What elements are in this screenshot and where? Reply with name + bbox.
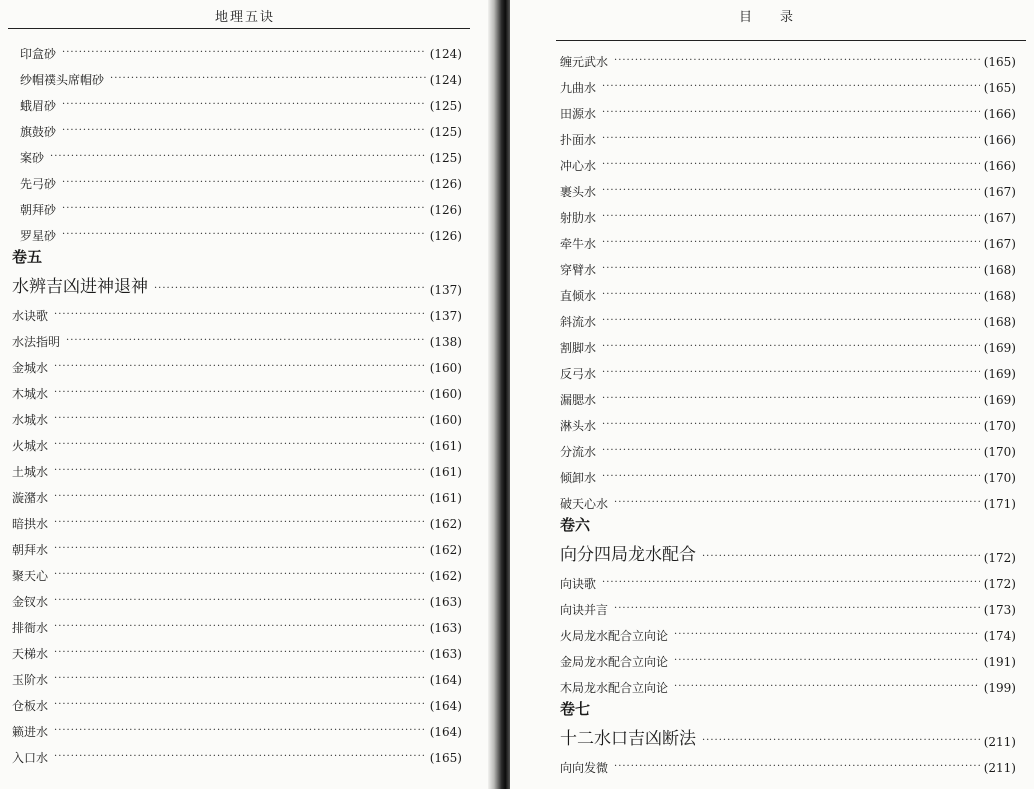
- leader-dots: [62, 46, 426, 60]
- chapter-title: 向分四局龙水配合: [560, 545, 696, 565]
- toc-entry: [560, 304, 1016, 330]
- toc-entry: [560, 670, 1016, 696]
- entry-title: 水法指明: [12, 335, 61, 349]
- leader-dots: [54, 568, 426, 582]
- entry-title: 分流水: [560, 445, 597, 459]
- leader-dots: [674, 680, 980, 694]
- toc-entry: [12, 636, 462, 662]
- toc-entry: [560, 226, 1016, 252]
- toc-entry: [12, 662, 462, 688]
- entry-title: 倾卸水: [560, 471, 597, 485]
- leader-dots: [602, 470, 980, 484]
- leader-dots: [602, 576, 980, 590]
- leader-dots: [54, 750, 426, 764]
- entry-page-number: (161): [429, 491, 462, 505]
- leader-dots: [54, 594, 426, 608]
- entry-page-number: (169): [983, 393, 1016, 407]
- leader-dots: [54, 724, 426, 738]
- entry-page-number: (171): [983, 497, 1016, 511]
- entry-page-number: (174): [983, 629, 1016, 643]
- right-toc: [560, 44, 1016, 776]
- toc-group: [20, 36, 462, 244]
- toc-entry: [12, 532, 462, 558]
- chapter-entry: [12, 270, 462, 298]
- entry-title: 淋头水: [560, 419, 597, 433]
- entry-title: 火局龙水配合立向论: [560, 629, 669, 643]
- entry-title: 木城水: [12, 387, 49, 401]
- leader-dots: [54, 464, 426, 478]
- toc-entry: [20, 88, 462, 114]
- entry-page-number: (165): [429, 751, 462, 765]
- entry-page-number: (162): [429, 517, 462, 531]
- entry-title: 扑面水: [560, 133, 597, 147]
- leader-dots: [602, 444, 980, 458]
- leader-dots: [54, 516, 426, 530]
- entry-title: 蛾眉砂: [20, 99, 57, 113]
- leader-dots: [54, 672, 426, 686]
- entry-page-number: (163): [429, 647, 462, 661]
- toc-entry: [560, 278, 1016, 304]
- toc-entry: [560, 434, 1016, 460]
- entry-title: 朝拜水: [12, 543, 49, 557]
- entry-page-number: (137): [429, 309, 462, 323]
- entry-title: 缠元武水: [560, 55, 609, 69]
- toc-entry: [560, 592, 1016, 618]
- leader-dots: [50, 150, 426, 164]
- toc-entry: [12, 506, 462, 532]
- entry-page-number: (162): [429, 569, 462, 583]
- leader-dots: [54, 308, 426, 322]
- entry-page-number: (170): [983, 471, 1016, 485]
- entry-title: 纱帽襆头席帽砂: [20, 73, 105, 87]
- entry-page-number: (126): [429, 177, 462, 191]
- entry-page-number: (161): [429, 465, 462, 479]
- toc-entry: [560, 382, 1016, 408]
- entry-title: 水城水: [12, 413, 49, 427]
- toc-entry: [20, 36, 462, 62]
- entry-page-number: (167): [983, 211, 1016, 225]
- leader-dots: [674, 654, 980, 668]
- entry-page-number: (163): [429, 621, 462, 635]
- entry-page-number: (164): [429, 725, 462, 739]
- leader-dots: [602, 392, 980, 406]
- entry-title: 穿臂水: [560, 263, 597, 277]
- entry-page-number: (170): [983, 419, 1016, 433]
- toc-entry: [560, 486, 1016, 512]
- toc-entry: [12, 688, 462, 714]
- leader-dots: [614, 54, 980, 68]
- entry-page-number: (191): [983, 655, 1016, 669]
- left-page: [0, 0, 500, 789]
- leader-dots: [702, 550, 980, 564]
- entry-page-number: (160): [429, 387, 462, 401]
- entry-title: 破天心水: [560, 497, 609, 511]
- leader-dots: [602, 288, 980, 302]
- toc-entry: [20, 218, 462, 244]
- entry-title: 玉阶水: [12, 673, 49, 687]
- entry-title: 金局龙水配合立向论: [560, 655, 669, 669]
- entry-title: 九曲水: [560, 81, 597, 95]
- toc-entry: [560, 252, 1016, 278]
- toc-entry: [560, 148, 1016, 174]
- chapter-entry: [560, 722, 1016, 750]
- leader-dots: [602, 366, 980, 380]
- toc-entry: [560, 644, 1016, 670]
- leader-dots: [54, 490, 426, 504]
- leader-dots: [54, 438, 426, 452]
- toc-entry: [20, 166, 462, 192]
- leader-dots: [602, 418, 980, 432]
- leader-dots: [54, 698, 426, 712]
- leader-dots: [54, 360, 426, 374]
- toc-entry: [20, 192, 462, 218]
- entry-title: 割脚水: [560, 341, 597, 355]
- left-page-header: 地理五诀: [214, 10, 275, 25]
- toc-entry: [12, 480, 462, 506]
- leader-dots: [602, 210, 980, 224]
- toc-entry: [20, 114, 462, 140]
- entry-title: 金钗水: [12, 595, 49, 609]
- leader-dots: [602, 236, 980, 250]
- leader-dots: [62, 176, 426, 190]
- leader-dots: [62, 228, 426, 242]
- toc-entry: [560, 174, 1016, 200]
- leader-dots: [62, 124, 426, 138]
- entry-page-number: (168): [983, 315, 1016, 329]
- entry-page-number: (173): [983, 603, 1016, 617]
- chapter-page-number: (137): [429, 283, 462, 297]
- leader-dots: [602, 80, 980, 94]
- toc-entry: [12, 558, 462, 584]
- volume-heading: 卷五: [12, 248, 43, 266]
- chapter-title: 水辨吉凶进神退神: [12, 277, 148, 297]
- chapter-title: 十二水口吉凶断法: [560, 729, 696, 749]
- toc-entry: [12, 402, 462, 428]
- leader-dots: [54, 412, 426, 426]
- entry-page-number: (169): [983, 367, 1016, 381]
- entry-page-number: (211): [983, 761, 1016, 775]
- leader-dots: [54, 542, 426, 556]
- leader-dots: [602, 340, 980, 354]
- entry-page-number: (124): [429, 73, 462, 87]
- entry-page-number: (166): [983, 107, 1016, 121]
- entry-title: 案砂: [20, 151, 45, 165]
- toc-entry: [560, 330, 1016, 356]
- leader-dots: [614, 760, 980, 774]
- entry-page-number: (165): [983, 55, 1016, 69]
- entry-title: 入口水: [12, 751, 49, 765]
- entry-page-number: (172): [983, 577, 1016, 591]
- entry-page-number: (199): [983, 681, 1016, 695]
- entry-page-number: (168): [983, 263, 1016, 277]
- entry-title: 火城水: [12, 439, 49, 453]
- toc-entry: [560, 44, 1016, 70]
- toc-entry: [560, 460, 1016, 486]
- toc-group: [560, 750, 1016, 776]
- entry-page-number: (138): [429, 335, 462, 349]
- entry-page-number: (164): [429, 699, 462, 713]
- entry-page-number: (125): [429, 125, 462, 139]
- entry-page-number: (166): [983, 159, 1016, 173]
- entry-page-number: (126): [429, 229, 462, 243]
- leader-dots: [62, 98, 426, 112]
- entry-title: 木局龙水配合立向论: [560, 681, 669, 695]
- right-page-header: 目录: [738, 10, 821, 25]
- entry-title: 田源水: [560, 107, 597, 121]
- toc-entry: [12, 428, 462, 454]
- toc-entry: [560, 408, 1016, 434]
- toc-entry: [560, 70, 1016, 96]
- leader-dots: [54, 620, 426, 634]
- entry-page-number: (125): [429, 99, 462, 113]
- entry-title: 土城水: [12, 465, 49, 479]
- chapter-entry: [560, 538, 1016, 566]
- entry-title: 反弓水: [560, 367, 597, 381]
- entry-page-number: (165): [983, 81, 1016, 95]
- toc-entry: [12, 610, 462, 636]
- entry-title: 旗鼓砂: [20, 125, 57, 139]
- entry-page-number: (164): [429, 673, 462, 687]
- chapter-page-number: (211): [983, 735, 1016, 749]
- entry-title: 水诀歌: [12, 309, 49, 323]
- right-page: [510, 0, 1034, 789]
- entry-title: 向诀歌: [560, 577, 597, 591]
- toc-entry: [12, 584, 462, 610]
- entry-title: 仓板水: [12, 699, 49, 713]
- entry-title: 印盒砂: [20, 47, 57, 61]
- entry-title: 向诀并言: [560, 603, 609, 617]
- entry-title: 暗拱水: [12, 517, 49, 531]
- toc-entry: [20, 62, 462, 88]
- entry-page-number: (161): [429, 439, 462, 453]
- toc-entry: [560, 566, 1016, 592]
- leader-dots: [62, 202, 426, 216]
- entry-page-number: (124): [429, 47, 462, 61]
- entry-page-number: (167): [983, 185, 1016, 199]
- entry-title: 直倾水: [560, 289, 597, 303]
- toc-entry: [560, 122, 1016, 148]
- entry-title: 牵牛水: [560, 237, 597, 251]
- toc-entry: [560, 96, 1016, 122]
- entry-title: 漩潴水: [12, 491, 49, 505]
- chapter-page-number: (172): [983, 551, 1016, 565]
- entry-page-number: (168): [983, 289, 1016, 303]
- leader-dots: [702, 734, 980, 748]
- entry-title: 向向发微: [560, 761, 609, 775]
- leader-dots: [54, 646, 426, 660]
- leader-dots: [602, 262, 980, 276]
- entry-title: 朝拜砂: [20, 203, 57, 217]
- toc-entry: [12, 376, 462, 402]
- entry-title: 籁进水: [12, 725, 49, 739]
- entry-title: 天梯水: [12, 647, 49, 661]
- leader-dots: [66, 334, 426, 348]
- toc-entry: [20, 140, 462, 166]
- toc-group: [560, 566, 1016, 696]
- left-toc: [12, 36, 462, 766]
- entry-page-number: (169): [983, 341, 1016, 355]
- header-rule: [556, 40, 1026, 41]
- toc-entry: [12, 740, 462, 766]
- leader-dots: [602, 314, 980, 328]
- leader-dots: [614, 602, 980, 616]
- leader-dots: [54, 386, 426, 400]
- leader-dots: [602, 132, 980, 146]
- entry-title: 先弓砂: [20, 177, 57, 191]
- volume-heading: 卷七: [560, 700, 591, 718]
- header-rule: [8, 28, 470, 29]
- toc-entry: [12, 324, 462, 350]
- entry-title: 斜流水: [560, 315, 597, 329]
- entry-title: 射肋水: [560, 211, 597, 225]
- entry-page-number: (166): [983, 133, 1016, 147]
- entry-page-number: (160): [429, 413, 462, 427]
- toc-entry: [12, 454, 462, 480]
- leader-dots: [602, 184, 980, 198]
- toc-entry: [12, 298, 462, 324]
- toc-entry: [560, 750, 1016, 776]
- entry-title: 冲心水: [560, 159, 597, 173]
- entry-title: 漏腮水: [560, 393, 597, 407]
- toc-entry: [560, 200, 1016, 226]
- volume-heading: 卷六: [560, 516, 591, 534]
- leader-dots: [614, 496, 980, 510]
- entry-page-number: (163): [429, 595, 462, 609]
- entry-title: 裹头水: [560, 185, 597, 199]
- entry-title: 罗星砂: [20, 229, 57, 243]
- entry-title: 排衙水: [12, 621, 49, 635]
- entry-title: 金城水: [12, 361, 49, 375]
- leader-dots: [110, 72, 426, 86]
- entry-page-number: (160): [429, 361, 462, 375]
- entry-title: 聚天心: [12, 569, 49, 583]
- entry-page-number: (125): [429, 151, 462, 165]
- toc-group: [560, 44, 1016, 512]
- leader-dots: [602, 158, 980, 172]
- entry-page-number: (162): [429, 543, 462, 557]
- entry-page-number: (126): [429, 203, 462, 217]
- toc-entry: [560, 618, 1016, 644]
- entry-page-number: (170): [983, 445, 1016, 459]
- toc-entry: [560, 356, 1016, 382]
- toc-group: [12, 298, 462, 766]
- leader-dots: [674, 628, 980, 642]
- toc-entry: [12, 714, 462, 740]
- toc-entry: [12, 350, 462, 376]
- entry-page-number: (167): [983, 237, 1016, 251]
- leader-dots: [602, 106, 980, 120]
- leader-dots: [154, 282, 426, 296]
